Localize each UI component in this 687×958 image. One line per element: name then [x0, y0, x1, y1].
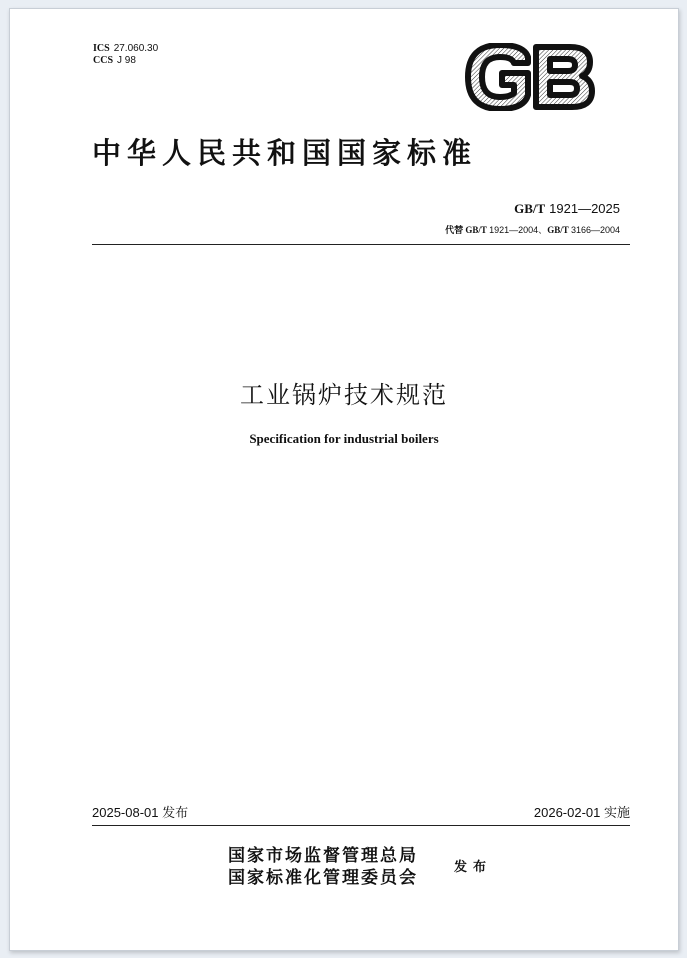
ics-value: 27.060.30 [113, 43, 159, 54]
standard-number-value: 1921—2025 [549, 201, 620, 216]
document-title-zh: 工业锅炉技术规范 [240, 381, 448, 409]
ccs-value: J 98 [117, 55, 136, 66]
top-divider [92, 244, 630, 245]
ics-label: ICS [93, 43, 110, 54]
replaced-std2-prefix: GB/T [547, 225, 569, 235]
replaces-separator: 、 [538, 225, 548, 235]
issuer-samr: 国家市场监督管理总局 [228, 846, 418, 866]
gb-logo-text: GB [462, 43, 464, 44]
replaced-std1-number: 1921—2004 [489, 225, 539, 235]
replaced-std2-number: 3166—2004 [570, 225, 620, 235]
ics-code [93, 43, 158, 55]
document-title-en: Specification for industrial boilers [249, 431, 439, 446]
document-page [9, 8, 679, 951]
replaced-std1-prefix: GB/T [465, 225, 487, 235]
replaces-label: 代替 [445, 225, 464, 235]
replaces-line [445, 223, 620, 236]
gb-logo-icon [462, 43, 596, 111]
standard-number-prefix: GB/T [514, 201, 546, 216]
issue-date: 2025-08-01 发布 [92, 805, 189, 820]
issuing-authorities [228, 845, 418, 889]
bottom-divider [92, 825, 630, 826]
issuer-sac: 国家标准化管理委员会 [228, 868, 418, 888]
standard-type-heading: 中华人民共和国国家标准 [92, 136, 478, 170]
ccs-code [93, 55, 158, 67]
publish-label: 发布 [454, 860, 493, 875]
ccs-label: CCS [93, 55, 114, 66]
implementation-date: 2026-02-01 实施 [533, 805, 630, 820]
standard-number [514, 201, 620, 217]
classification-codes [93, 43, 158, 67]
